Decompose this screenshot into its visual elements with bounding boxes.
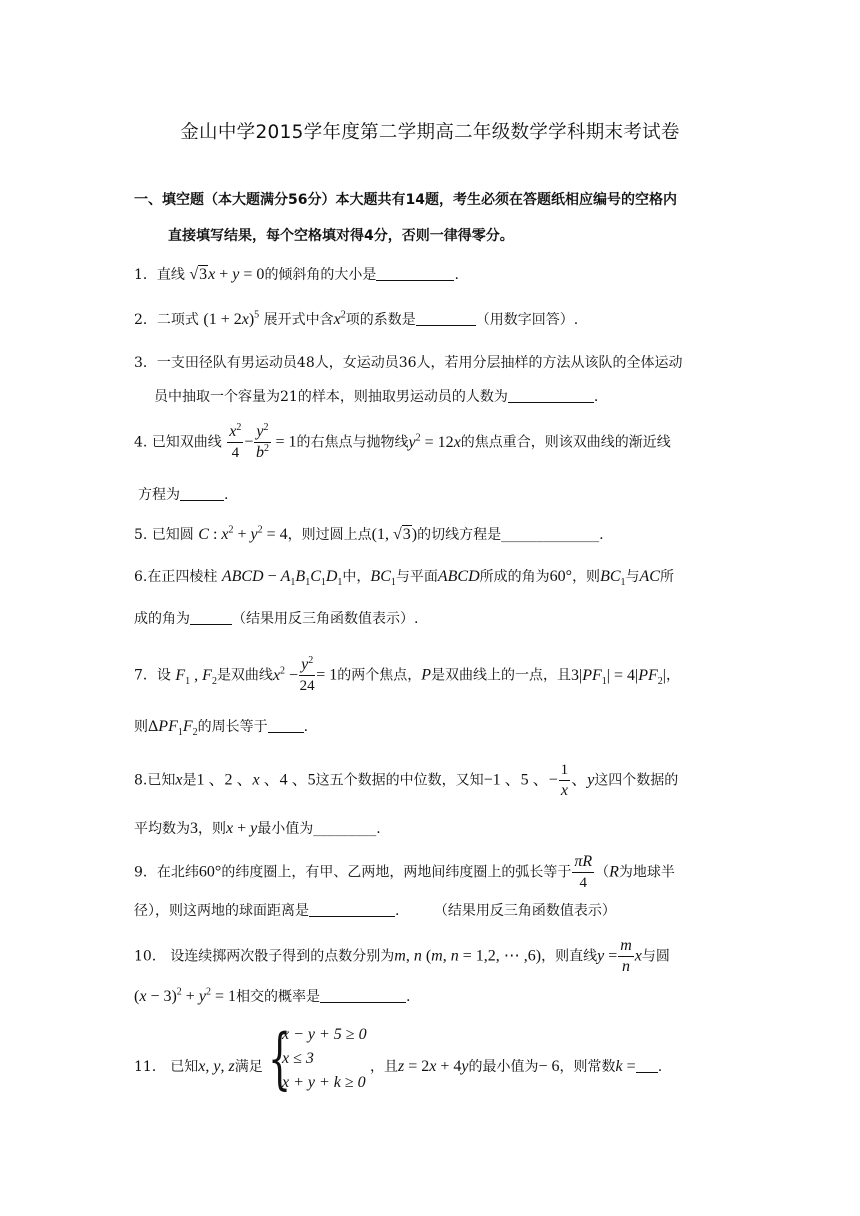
answer-blank (309, 902, 395, 917)
section-line-1: 一、填空题（本大题满分56分）本大题共有14题，考生必须在答题纸相应编号的空格内 (134, 192, 677, 208)
exam-title: 金山中学2015学年度第二学期高二年级数学学科期末考试卷 (180, 122, 680, 143)
question-3-line-2: 员中抽取一个容量为21的样本，则抽取男运动员的人数为 . (154, 389, 599, 405)
answer-blank (508, 388, 594, 403)
question-7-line-2: 则$\Delta PF_1F_2$的周长等于 . (134, 718, 309, 739)
question-4-line-2: 方程为 . (138, 487, 229, 503)
answer-blank (180, 486, 224, 501)
question-7: 7．设 $F_1$ , $F_2$是双曲线$x^2$ − $\frac{y^2}{24}$ = 1的两个焦点，P是双曲线上的一点，且$3|PF_1| = 4|PF_2|$， (134, 655, 680, 694)
question-8: 8.已知x是1 、2 、x 、4 、5这五个数据的中位数，又知−1 、5 、− $\frac{1}{x}$ 、y这四个数据的 (134, 762, 679, 799)
question-5: 5. 已知圆 C : $x^2 + y^2 = 4$，则过圆上点(1, √3)的切线方程是______________. (134, 524, 604, 543)
answer-blank (190, 610, 232, 625)
line-equation: √3x + y = 0 (189, 266, 265, 283)
question-3: 3．一支田径队有男运动员48人，女运动员36人，若用分层抽样的方法从该队的全体运动 (134, 355, 683, 371)
question-11-tail: ，且z = 2x + 4y的最小值为− 6，则常数k = . (370, 1058, 663, 1075)
answer-blank (636, 1058, 658, 1073)
section-fill-in-blank-instructions (134, 182, 744, 254)
constraint-system: { x − y + 5 ≥ 0 x ≤ 3 x + y + k ≥ 0 (268, 1020, 367, 1097)
question-8-line-2: 平均数为3，则x + y最小值为_________. (134, 820, 381, 837)
question-4: 4. 已知双曲线 $\frac{x^2}{4}$ − $\frac{y^2}{b^2}$ = 1的右焦点与抛物线$y^2 = 12x$的焦点重合，则该双曲线的渐近线 (134, 422, 671, 461)
question-10-line-2: $(x - 3)^2 + y^2 = 1$相交的概率是 . (134, 986, 411, 1005)
left-brace: { (268, 1020, 292, 1097)
answer-blank (416, 311, 476, 326)
answer-blank (320, 988, 406, 1003)
binomial-expression: $(1 + 2x)^5$ (203, 309, 260, 328)
answer-blank (268, 718, 304, 733)
answer-blank (376, 266, 454, 281)
question-10: 10． 设连续掷两次骰子得到的点数分别为m, n (m, n = 1,2, ⋯ ,6)，则直线y = $\frac{m}{n}$ x与圆 (134, 937, 670, 975)
section-line-2: 直接填写结果，每个空格填对得4分，否则一律得零分。 (168, 228, 514, 244)
question-6-line-2: 成的角为 （结果用反三角函数值表示）. (134, 611, 419, 627)
question-11: 11． 已知x, y, z满足 (134, 1058, 263, 1075)
question-9: 9．在北纬60°的纬度圈上，有甲、乙两地，两地间纬度圈上的弧长等于 $\frac{\pi R}{4}$ （R为地球半 (134, 853, 675, 891)
question-9-line-2: 径），则这两地的球面距离是 . （结果用反三角函数值表示） (134, 903, 616, 919)
question-1: 1．直线 √3x + y = 0的倾斜角的大小是 . (134, 266, 459, 283)
question-2: 2．二项式 $(1 + 2x)^5$ 展开式中含$x^2$项的系数是 （用数字回答）. (134, 309, 579, 328)
question-6: 6.在正四棱柱 ABCD − $A_1B_1C_1D_1$中，$BC_1$与平面ABCD所成的角为60°，则$BC_1$与AC所 (134, 568, 674, 589)
